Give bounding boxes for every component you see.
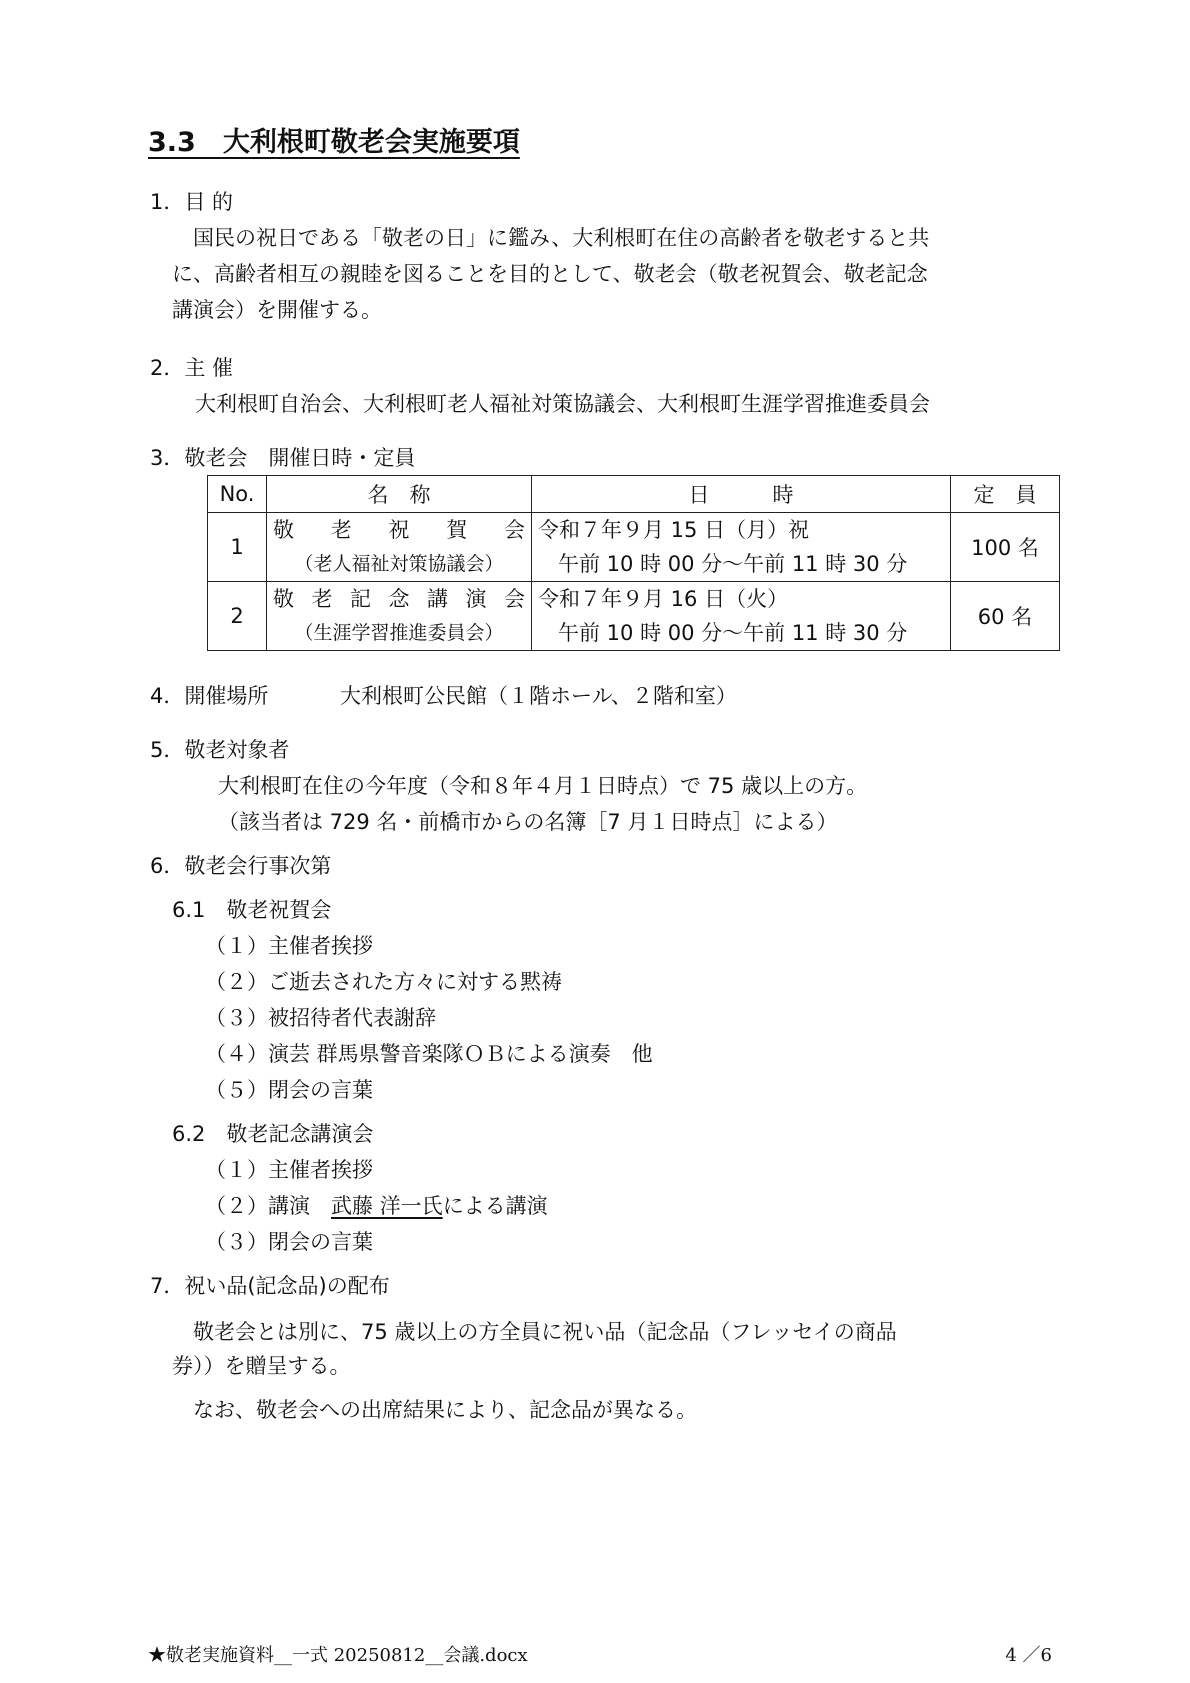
list-item — [205, 1190, 548, 1223]
speaker-name: 武藤 洋一氏 — [331, 1194, 443, 1218]
table-row — [208, 582, 1060, 651]
row-name-cell — [267, 582, 532, 651]
s7-line3: なお、敬老会への出席結果により、記念品が異なる。 — [172, 1398, 697, 1422]
section-title: 3.3 大利根町敬老会実施要項 — [148, 127, 520, 158]
s7-line1: 敬老会とは別に、75 歳以上の方全員に祝い品（記念品（フレッセイの商品 — [172, 1320, 897, 1344]
event-organizer: （老人福祉対策協議会） — [294, 553, 504, 575]
s1-line: に、高齢者相互の親睦を図ることを目的として、敬老会（敬老祝賀会、敬老記念 — [172, 262, 928, 286]
row-datetime-cell — [532, 582, 951, 651]
row-name-cell — [267, 513, 532, 582]
schedule-table — [207, 475, 1060, 651]
s6-sub1-heading: 6.1 敬老祝賀会 — [172, 898, 332, 922]
event-organizer: （生涯学習推進委員会） — [294, 622, 504, 644]
s5-line1: 大利根町在住の今年度（令和８年４月１日時点）で 75 歳以上の方。 — [218, 774, 868, 798]
lecture-prefix: （２）講演 — [205, 1194, 331, 1218]
event-date: 令和７年９月 16 日（火） — [538, 587, 789, 611]
col-datetime: 日 時 — [532, 476, 951, 513]
col-no: No. — [208, 476, 267, 513]
list-item: （４）演芸 群馬県警音楽隊ＯＢによる演奏 他 — [205, 1042, 653, 1066]
event-name: 敬老記念講演会 — [273, 587, 525, 611]
row-no: 1 — [208, 513, 267, 582]
col-name: 名 称 — [267, 476, 532, 513]
event-name: 敬老祝賀会 — [273, 518, 525, 542]
row-capacity: 100 名 — [951, 513, 1060, 582]
row-datetime-cell — [532, 513, 951, 582]
s1-heading: 1．目 的 — [150, 190, 234, 214]
s5-heading: 5．敬老対象者 — [150, 738, 290, 762]
list-item: （５）閉会の言葉 — [205, 1078, 373, 1102]
event-time: 午前 10 時 00 分～午前 11 時 30 分 — [558, 552, 908, 576]
list-item: （３）被招待者代表謝辞 — [205, 1006, 436, 1030]
s3-heading: 3．敬老会 開催日時・定員 — [150, 446, 416, 470]
s6-sub2-heading: 6.2 敬老記念講演会 — [172, 1122, 374, 1146]
list-item: （１）主催者挨拶 — [205, 934, 373, 958]
table-row — [208, 513, 1060, 582]
footer-page-number: 4 ／6 — [1005, 1645, 1052, 1666]
event-date: 令和７年９月 15 日（月）祝 — [538, 518, 810, 542]
s2-heading: 2．主 催 — [150, 356, 234, 380]
footer-filename: ★敬老実施資料__一式 20250812__会議.docx — [148, 1645, 528, 1666]
row-no: 2 — [208, 582, 267, 651]
list-item: （３）閉会の言葉 — [205, 1230, 373, 1254]
s2-text: 大利根町自治会、大利根町老人福祉対策協議会、大利根町生涯学習推進委員会 — [195, 392, 930, 416]
list-item: （２）ご逝去された方々に対する黙祷 — [205, 970, 562, 994]
s7-heading: 7．祝い品(記念品)の配布 — [150, 1274, 390, 1298]
table-header-row — [208, 476, 1060, 513]
s1-line: 国民の祝日である「敬老の日」に鑑み、大利根町在住の高齢者を敬老すると共 — [172, 226, 930, 250]
lecture-suffix: による講演 — [442, 1194, 548, 1218]
s7-line2: 券））を贈呈する。 — [172, 1354, 351, 1378]
s4-text: 大利根町公民館（１階ホール、２階和室） — [340, 684, 737, 708]
col-capacity: 定 員 — [951, 476, 1060, 513]
s4-heading: 4．開催場所 — [150, 684, 269, 708]
list-item: （１）主催者挨拶 — [205, 1158, 373, 1182]
event-time: 午前 10 時 00 分～午前 11 時 30 分 — [558, 621, 908, 645]
s5-line2: （該当者は 729 名・前橋市からの名簿［7 月１日時点］による） — [218, 810, 838, 834]
s6-heading: 6．敬老会行事次第 — [150, 854, 332, 878]
row-capacity: 60 名 — [951, 582, 1060, 651]
s1-line: 講演会）を開催する。 — [172, 298, 382, 322]
